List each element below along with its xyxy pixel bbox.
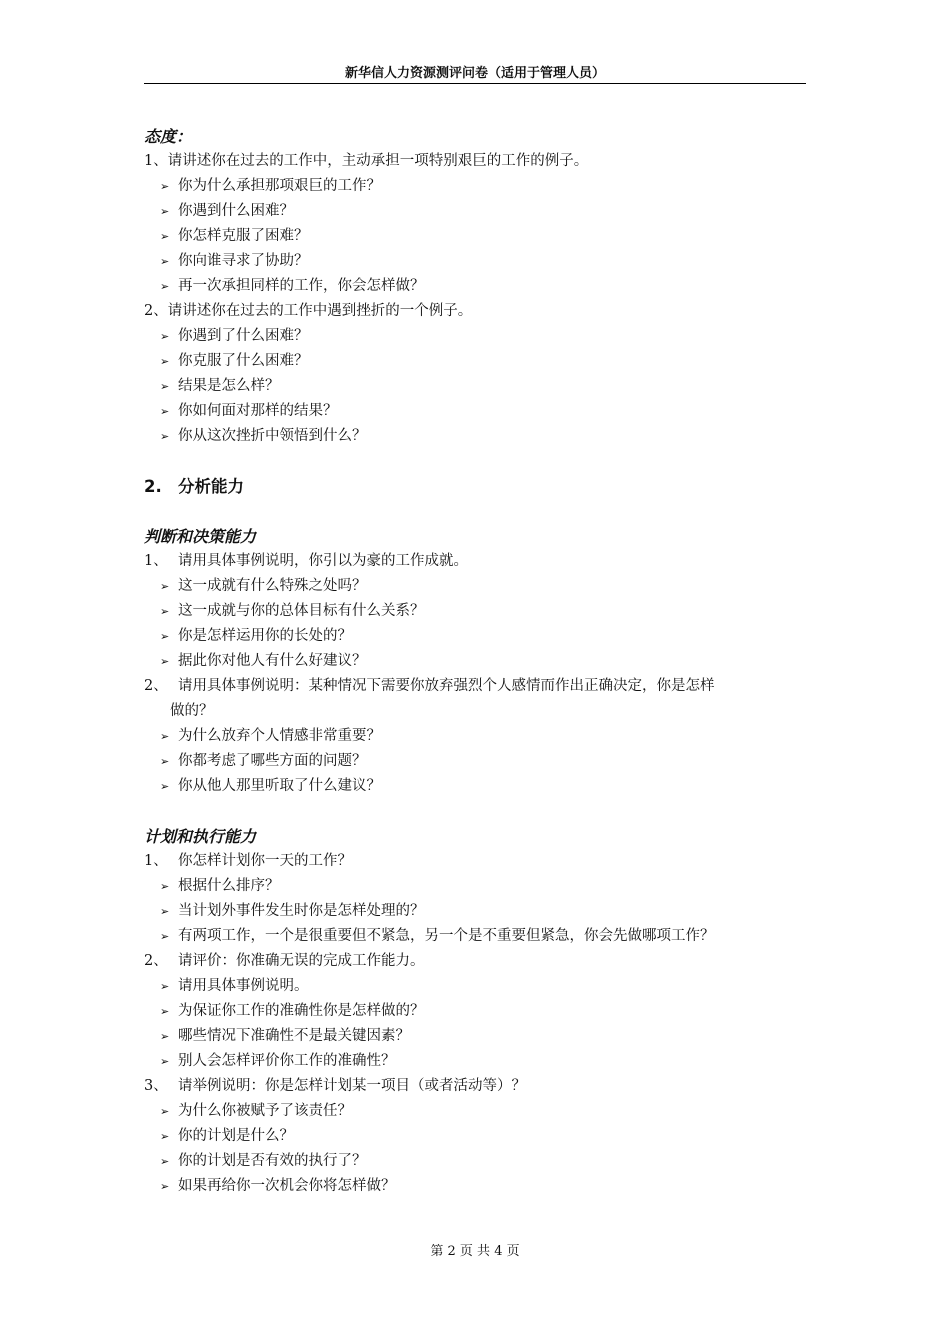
arrow-bullet-icon: ➢ bbox=[160, 980, 170, 993]
planning-question-2: 2、 请评价：你准确无误的完成工作能力。 bbox=[144, 953, 425, 969]
arrow-bullet-icon: ➢ bbox=[160, 230, 170, 243]
list-item: ➢ 为什么你被赋予了该责任？ bbox=[144, 1099, 806, 1124]
page-number-footer: 第 2 页 共 4 页 bbox=[430, 1244, 520, 1259]
arrow-bullet-icon: ➢ bbox=[160, 1105, 170, 1118]
list-item: ➢ 你从这次挫折中领悟到什么？ bbox=[144, 424, 806, 449]
list-item: ➢ 你的计划是否有效的执行了？ bbox=[144, 1149, 806, 1174]
list-item: ➢ 为保证你工作的准确性你是怎样做的？ bbox=[144, 999, 806, 1024]
arrow-bullet-icon: ➢ bbox=[160, 630, 170, 643]
list-item: ➢ 你怎样克服了困难？ bbox=[144, 224, 806, 249]
planning-question-3: 3、 请举例说明：你是怎样计划某一项目（或者活动等）？ bbox=[144, 1078, 526, 1094]
judgment-heading: 判断和决策能力 bbox=[144, 527, 257, 546]
list-item: ➢ 根据什么排序？ bbox=[144, 874, 806, 899]
list-item: ➢ 再一次承担同样的工作，你会怎样做？ bbox=[144, 274, 806, 299]
arrow-bullet-icon: ➢ bbox=[160, 1005, 170, 1018]
planning-question-1: 1、 你怎样计划你一天的工作？ bbox=[144, 853, 352, 869]
planning-heading: 计划和执行能力 bbox=[144, 827, 257, 846]
arrow-bullet-icon: ➢ bbox=[160, 780, 170, 793]
judgment-question-1: 1、 请用具体事例说明，你引以为豪的工作成就。 bbox=[144, 553, 468, 569]
list-item: ➢ 这一成就与你的总体目标有什么关系？ bbox=[144, 599, 806, 624]
list-item: ➢ 当计划外事件发生时你是怎样处理的？ bbox=[144, 899, 806, 924]
list-item: ➢ 你如何面对那样的结果？ bbox=[144, 399, 806, 424]
list-item: ➢ 你遇到什么困难？ bbox=[144, 199, 806, 224]
list-item: ➢ 有两项工作，一个是很重要但不紧急，另一个是不重要但紧急，你会先做哪项工作？ bbox=[144, 924, 806, 949]
arrow-bullet-icon: ➢ bbox=[160, 255, 170, 268]
arrow-bullet-icon: ➢ bbox=[160, 380, 170, 393]
arrow-bullet-icon: ➢ bbox=[160, 330, 170, 343]
list-item: ➢ 你为什么承担那项艰巨的工作？ bbox=[144, 174, 806, 199]
section-heading bbox=[144, 474, 806, 499]
attitude-question-1: 1、请讲述你在过去的工作中，主动承担一项特别艰巨的工作的例子。 bbox=[144, 153, 589, 169]
list-item: ➢ 你克服了什么困难？ bbox=[144, 349, 806, 374]
list-item: ➢ 请用具体事例说明。 bbox=[144, 974, 806, 999]
list-item: ➢ 你从他人那里听取了什么建议？ bbox=[144, 774, 806, 799]
arrow-bullet-icon: ➢ bbox=[160, 1130, 170, 1143]
list-item: ➢ 你都考虑了哪些方面的问题？ bbox=[144, 749, 806, 774]
arrow-bullet-icon: ➢ bbox=[160, 580, 170, 593]
section-number: 2. bbox=[144, 477, 162, 496]
arrow-bullet-icon: ➢ bbox=[160, 205, 170, 218]
arrow-bullet-icon: ➢ bbox=[160, 180, 170, 193]
page-header-title: 新华信人力资源测评问卷（适用于管理人员） bbox=[344, 66, 605, 81]
list-item: ➢ 这一成就有什么特殊之处吗？ bbox=[144, 574, 806, 599]
list-item: ➢ 你是怎样运用你的长处的？ bbox=[144, 624, 806, 649]
list-item: ➢ 结果是怎么样？ bbox=[144, 374, 806, 399]
list-item: ➢ 哪些情况下准确性不是最关键因素？ bbox=[144, 1024, 806, 1049]
arrow-bullet-icon: ➢ bbox=[160, 1155, 170, 1168]
arrow-bullet-icon: ➢ bbox=[160, 280, 170, 293]
arrow-bullet-icon: ➢ bbox=[160, 1055, 170, 1068]
arrow-bullet-icon: ➢ bbox=[160, 905, 170, 918]
arrow-bullet-icon: ➢ bbox=[160, 730, 170, 743]
attitude-question-2: 2、请讲述你在过去的工作中遇到挫折的一个例子。 bbox=[144, 303, 473, 319]
arrow-bullet-icon: ➢ bbox=[160, 655, 170, 668]
arrow-bullet-icon: ➢ bbox=[160, 430, 170, 443]
list-item: ➢ 你的计划是什么？ bbox=[144, 1124, 806, 1149]
arrow-bullet-icon: ➢ bbox=[160, 1180, 170, 1193]
header-divider bbox=[144, 83, 806, 84]
list-item: ➢ 为什么放弃个人情感非常重要？ bbox=[144, 724, 806, 749]
list-item: ➢ 如果再给你一次机会你将怎样做？ bbox=[144, 1174, 806, 1199]
list-item: ➢ 你遇到了什么困难？ bbox=[144, 324, 806, 349]
arrow-bullet-icon: ➢ bbox=[160, 355, 170, 368]
arrow-bullet-icon: ➢ bbox=[160, 1030, 170, 1043]
arrow-bullet-icon: ➢ bbox=[160, 880, 170, 893]
list-item: ➢ 据此你对他人有什么好建议？ bbox=[144, 649, 806, 674]
attitude-heading: 态度： bbox=[144, 127, 193, 146]
list-item: ➢ 你向谁寻求了协助？ bbox=[144, 249, 806, 274]
arrow-bullet-icon: ➢ bbox=[160, 605, 170, 618]
arrow-bullet-icon: ➢ bbox=[160, 405, 170, 418]
arrow-bullet-icon: ➢ bbox=[160, 930, 170, 943]
arrow-bullet-icon: ➢ bbox=[160, 755, 170, 768]
judgment-question-2-continued: 做的？ bbox=[170, 703, 214, 719]
document-body bbox=[144, 124, 806, 1199]
section-title: 分析能力 bbox=[178, 477, 244, 496]
judgment-question-2: 2、 请用具体事例说明：某种情况下需要你放弃强烈个人感情而作出正确决定，你是怎样 bbox=[144, 678, 715, 694]
list-item: ➢ 别人会怎样评价你工作的准确性？ bbox=[144, 1049, 806, 1074]
